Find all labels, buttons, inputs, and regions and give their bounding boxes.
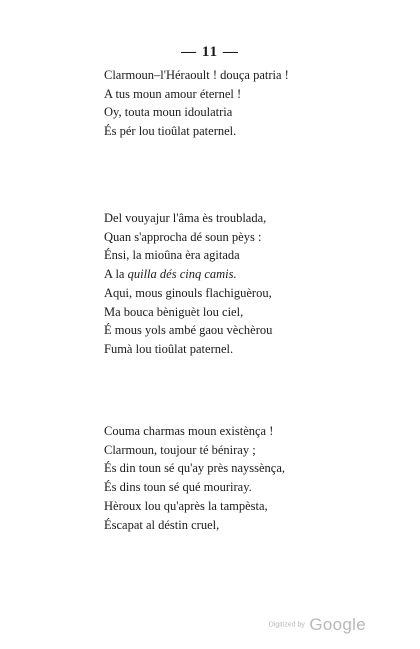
verse-line: Ma bouca bèniguèt lou ciel, bbox=[104, 304, 244, 319]
stanza-3 bbox=[104, 422, 285, 534]
verse-line: Clarmoun, toujour té béniray ; bbox=[104, 442, 256, 457]
verse-line: És din toun sé qu'ay près nayssènça, bbox=[104, 461, 286, 476]
verse-line: É mous yols ambé gaou vèchèrou bbox=[104, 323, 273, 338]
verse-line: Éscapat al déstin cruel, bbox=[104, 517, 220, 532]
verse-line: Fumà lou tioûlat paternel. bbox=[104, 341, 234, 356]
google-logo: Google bbox=[309, 615, 366, 634]
verse-line-text: A la bbox=[104, 267, 128, 282]
verse-line: A tus moun amour éternel ! bbox=[104, 86, 242, 101]
italic-phrase: quilla dés cinq camis. bbox=[127, 267, 237, 282]
verse-line-with-italic bbox=[104, 265, 272, 284]
stanza-2 bbox=[104, 209, 272, 359]
verse-line: Clarmoun–l'Héraoult ! douça patria ! bbox=[104, 68, 289, 82]
verse-line: Couma charmas moun existènça ! bbox=[104, 424, 274, 438]
verse-line: Oy, touta moun idoulatria bbox=[104, 105, 233, 120]
verse-line: Énsi, la mioûna èra agitada bbox=[104, 248, 240, 263]
verse-line: Aqui, mous ginouls flachiguèrou, bbox=[104, 285, 272, 300]
verse-line: Del vouyajur l'âma ès troublada, bbox=[104, 211, 267, 225]
verse-line: És pér lou tioûlat paternel. bbox=[104, 124, 237, 139]
digitized-watermark bbox=[269, 615, 366, 635]
verse-line: Quan s'approcha dé soun pèys : bbox=[104, 229, 262, 244]
page-number: — 11 — bbox=[181, 44, 239, 60]
watermark-prefix: Digitized by bbox=[268, 621, 305, 629]
verse-line: Hèroux lou qu'après la tampèsta, bbox=[104, 498, 268, 513]
stanza-1 bbox=[104, 66, 289, 141]
verse-line: És dins toun sé qué mouriray. bbox=[104, 480, 252, 495]
